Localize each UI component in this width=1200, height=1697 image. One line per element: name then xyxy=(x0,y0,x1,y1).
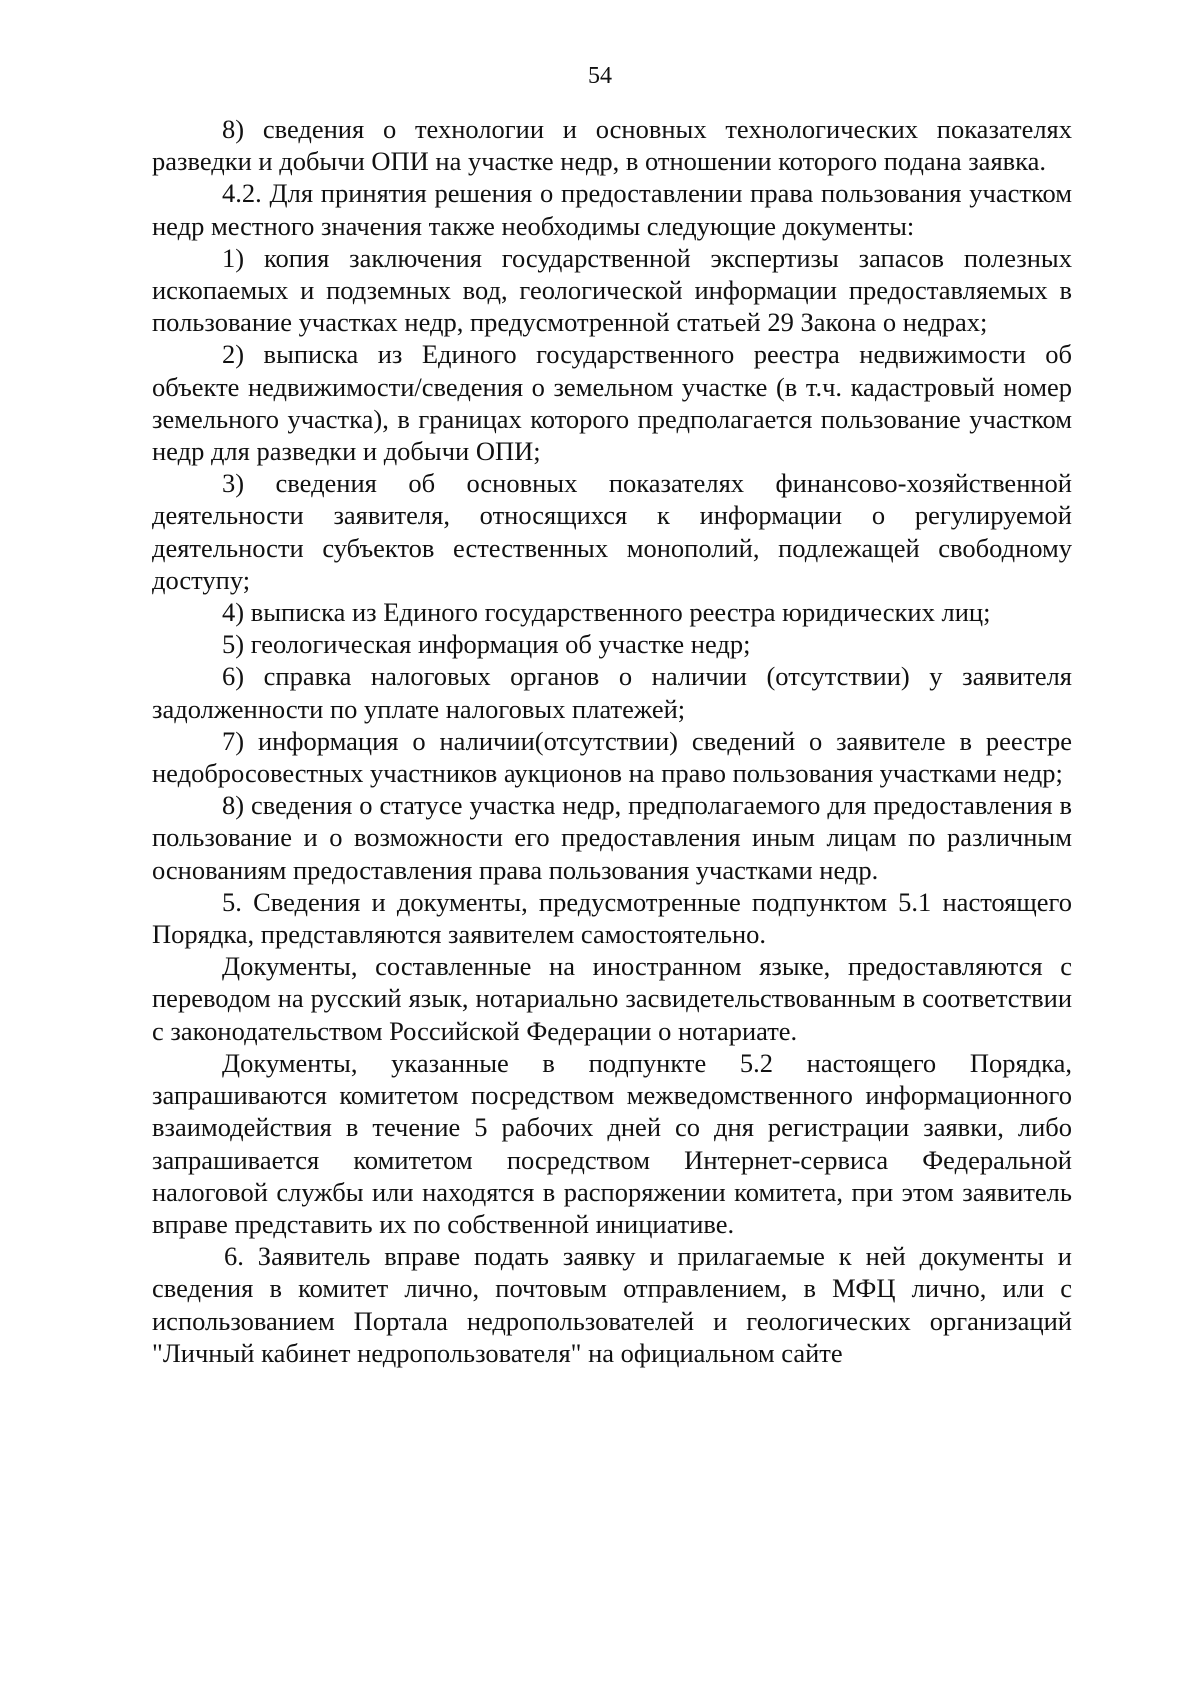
paragraph-item-8-technology: 8) сведения о технологии и основных технологических показателях разведки и добычи ОПИ на участке недр, в отношении которого подана заявка. xyxy=(152,114,1072,177)
paragraph-interagency-requests: Документы, указанные в подпункте 5.2 настоящего Порядка, запрашиваются комитетом посредством межведомственного информационного взаимодействия в течение 5 рабочих дней со дня регистрации заявки, либо запрашивается комитетом посредством Интернет-сервиса Федеральной налоговой службы или находятся в распоряжении комитета, при этом заявитель вправе представить их по собственной инициативе. xyxy=(152,1047,1072,1239)
paragraph-section-4-2: 4.2. Для принятия решения о предоставлении права пользования участком недр местного значения также необходимы следующие документы: xyxy=(152,178,1072,241)
paragraph-foreign-documents: Документы, составленные на иностранном языке, предоставляются с переводом на русский язык, нотариально засвидетельствованным в соответствии с законодательством Российской Федерации о нотариате. xyxy=(152,951,1072,1046)
paragraph-section-6: 6. Заявитель вправе подать заявку и прилагаемые к ней документы и сведения в комитет лично, почтовым отправлением, в МФЦ лично, или с использованием Портала недропользователей и геологических организаций "Личный кабинет недропользователя" на официальном сайте xyxy=(152,1241,1072,1368)
paragraph-section-5: 5. Сведения и документы, предусмотренные подпунктом 5.1 настоящего Порядка, представляются заявителем самостоятельно. xyxy=(152,886,1072,950)
page-number: 54 xyxy=(588,63,612,89)
paragraph-item-5-geological-info: 5) геологическая информация об участке недр; xyxy=(222,629,751,660)
paragraph-item-3-financial-indicators: 3) сведения об основных показателях финансово-хозяйственной деятельности заявителя, относящихся к информации о регулируемой деятельности субъектов естественных монополий, подлежащей свободному доступу; xyxy=(152,468,1072,595)
document-body xyxy=(152,113,1072,1369)
paragraph-item-6-tax-certificate: 6) справка налоговых органов о наличии (отсутствии) у заявителя задолженности по уплате налоговых платежей; xyxy=(152,661,1072,724)
paragraph-item-1-expertise: 1) копия заключения государственной экспертизы запасов полезных ископаемых и подземных вод, геологической информации предоставляемых в пользование участках недр, предусмотренной статьей 29 Закона о недрах; xyxy=(152,242,1072,338)
paragraph-item-7-unfair-participants: 7) информация о наличии(отсутствии) сведений о заявителе в реестре недобросовестных участников аукционов на право пользования участками недр; xyxy=(152,725,1072,789)
paragraph-item-4-legal-entities-registry: 4) выписка из Единого государственного реестра юридических лиц; xyxy=(222,597,991,628)
paragraph-item-8-site-status: 8) сведения о статусе участка недр, предполагаемого для предоставления в пользование и о возможности его предоставления иным лицам по различным основаниям предоставления права пользования участками недр. xyxy=(152,790,1072,885)
paragraph-item-2-real-estate-registry: 2) выписка из Единого государственного реестра недвижимости об объекте недвижимости/сведения о земельном участке (в т.ч. кадастровый номер земельного участка), в границах которого предполагается пользование участком недр для разведки и добычи ОПИ; xyxy=(152,339,1072,467)
